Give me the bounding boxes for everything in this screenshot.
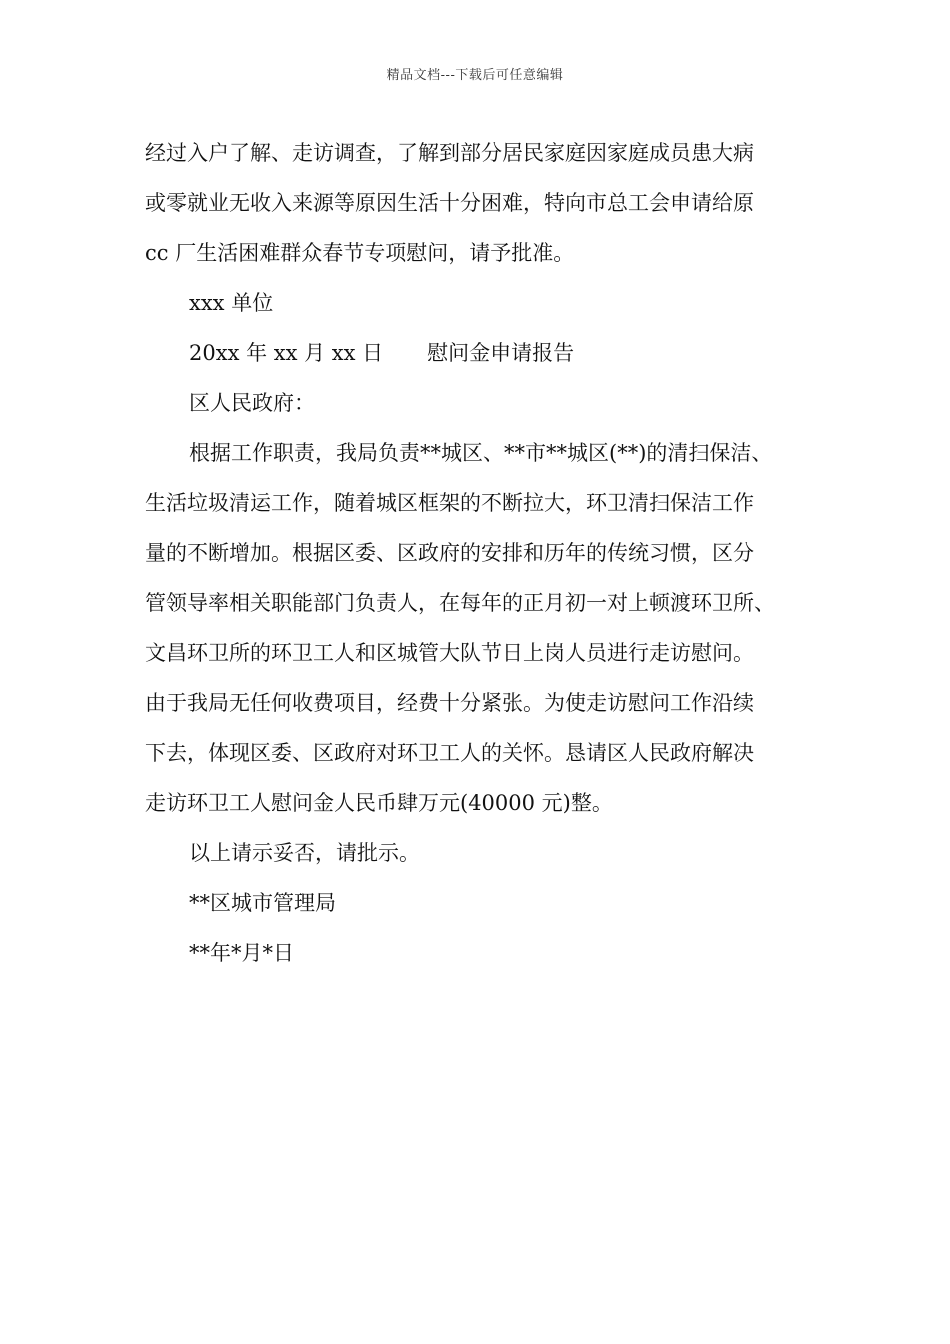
addressee: 区人民政府： [189,391,315,415]
body-line-5: 文昌环卫所的环卫工人和区城管大队节日上岗人员进行走访慰问。 [145,641,754,665]
body-line-7: 下去，体现区委、区政府对环卫工人的关怀。恳请区人民政府解决 [145,741,754,765]
page-header: 精品文档---下载后可任意编辑 [386,68,564,83]
body-line-6: 由于我局无任何收费项目，经费十分紧张。为使走访慰问工作沿续 [145,691,754,715]
report-title: 慰问金申请报告 [427,341,575,365]
signature-unit: xxx 单位 [189,291,274,315]
body-line-1: 根据工作职责，我局负责**城区、**市**城区(**)的清扫保洁、 [189,441,773,465]
closing-line: 以上请示妥否，请批示。 [189,841,420,865]
date-title-row [189,337,574,367]
body-line-2: 生活垃圾清运工作，随着城区框架的不断拉大，环卫清扫保洁工作 [145,491,754,515]
body-line-3: 量的不断增加。根据区委、区政府的安排和历年的传统习惯，区分 [145,541,754,565]
intro-line-1: 经过入户了解、走访调查，了解到部分居民家庭因家庭成员患大病 [145,141,754,165]
intro-line-3: cc 厂生活困难群众春节专项慰问，请予批准。 [145,241,575,265]
body-line-8: 走访环卫工人慰问金人民币肆万元(40000 元)整。 [145,791,613,815]
sender-date: **年*月*日 [189,941,294,965]
signature-date: 20xx 年 xx 月 xx 日 [189,341,384,365]
intro-line-2: 或零就业无收入来源等原因生活十分困难，特向市总工会申请给原 [145,191,754,215]
body-line-4: 管领导率相关职能部门负责人，在每年的正月初一对上顿渡环卫所、 [145,591,775,615]
sender-name: **区城市管理局 [189,891,336,915]
